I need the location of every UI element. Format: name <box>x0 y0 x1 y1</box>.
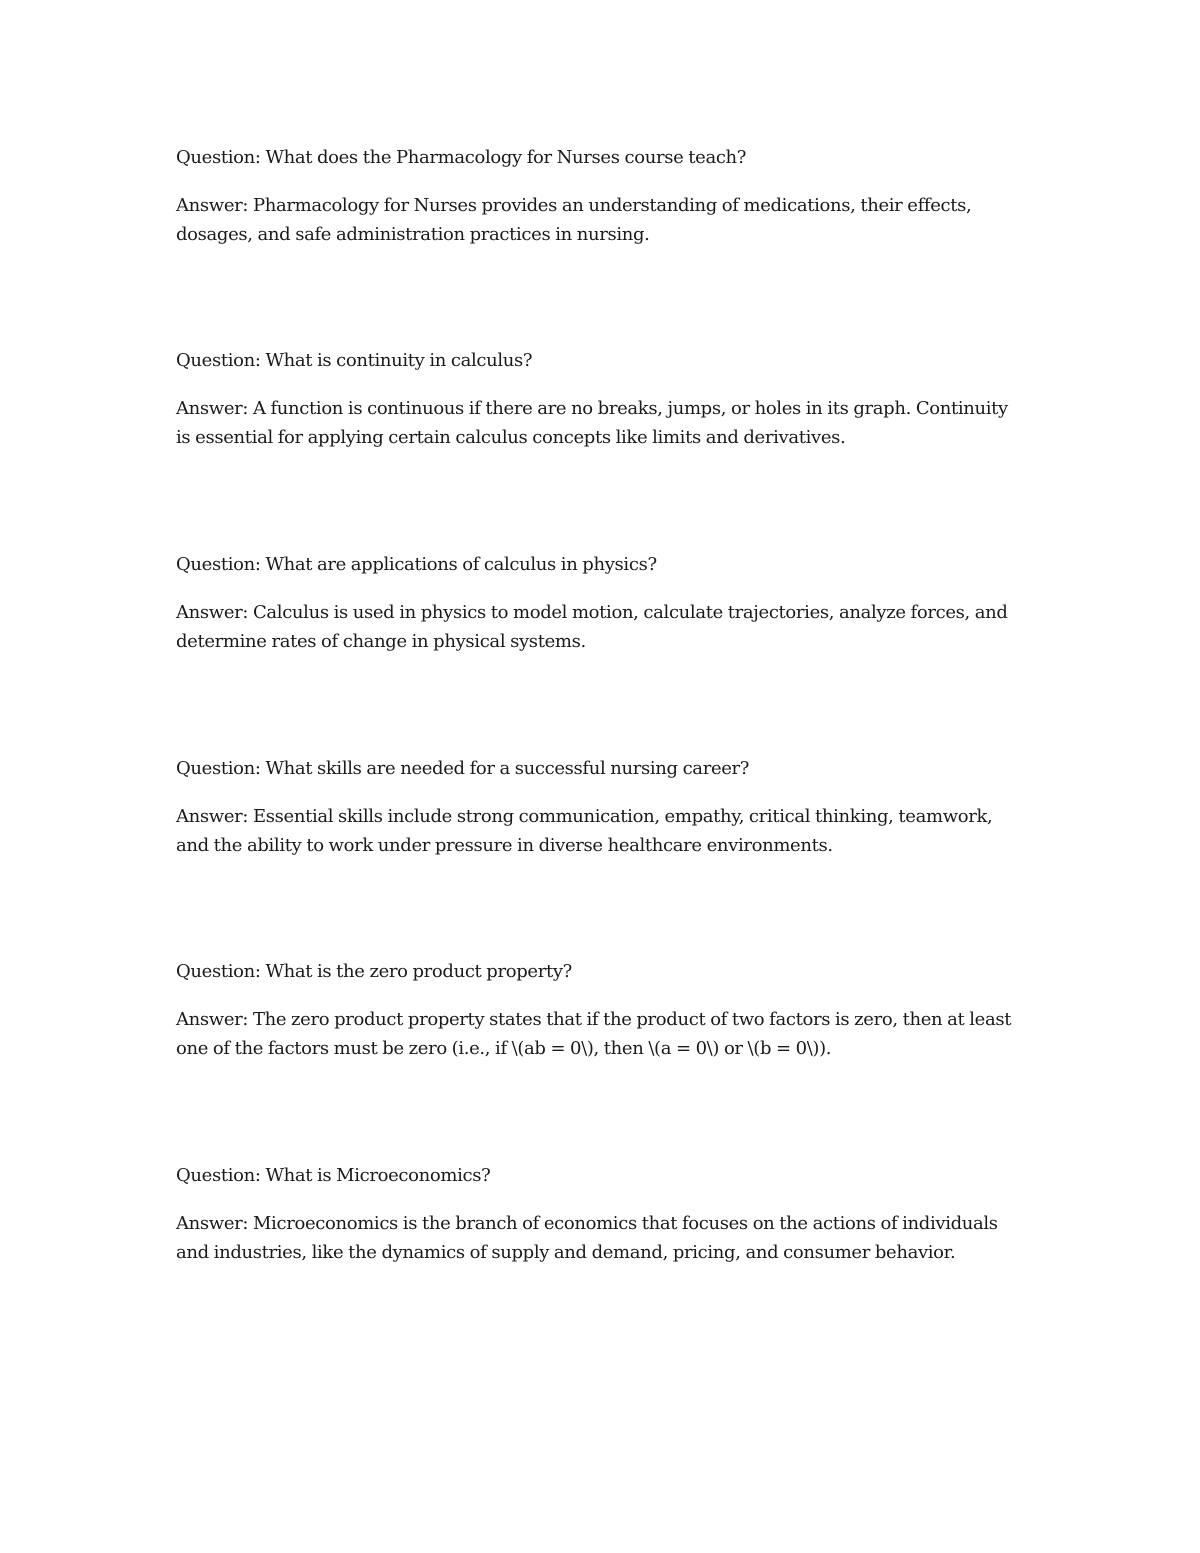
question-text: Question: What skills are needed for a successful nursing career? <box>176 758 750 779</box>
answer-text: Answer: Calculus is used in physics to model motion, calculate trajectories, analyze forces, and determine rates of change in physical systems. <box>176 602 1008 652</box>
question-text: Question: What does the Pharmacology for Nurses course teach? <box>176 147 747 168</box>
question-text: Question: What is the zero product property? <box>176 961 572 982</box>
question-text: Question: What is continuity in calculus? <box>176 350 533 371</box>
question-text: Question: What are applications of calculus in physics? <box>176 554 657 575</box>
answer-text: Answer: Essential skills include strong communication, empathy, critical thinking, teamwork, and the ability to work under pressure in diverse healthcare environments. <box>176 806 993 856</box>
question-text: Question: What is Microeconomics? <box>176 1165 491 1186</box>
qa-block <box>176 550 1026 656</box>
qa-block <box>176 346 1026 452</box>
qa-block <box>176 957 1026 1063</box>
answer-text: Answer: A function is continuous if there are no breaks, jumps, or holes in its graph. Continuity is essential for applying certain calculus concepts like limits and derivatives. <box>176 398 1008 448</box>
qa-block <box>176 143 1026 249</box>
qa-block <box>176 1161 1026 1267</box>
answer-text: Answer: The zero product property states that if the product of two factors is zero, then at least one of the factors must be zero (i.e., if \(ab = 0\), then \(a = 0\) or \(b = 0\)). <box>176 1009 1012 1059</box>
answer-text: Answer: Microeconomics is the branch of economics that focuses on the actions of individuals and industries, like the dynamics of supply and demand, pricing, and consumer behavior. <box>176 1213 998 1263</box>
qa-block <box>176 754 1026 860</box>
answer-text: Answer: Pharmacology for Nurses provides an understanding of medications, their effects, dosages, and safe administration practices in nursing. <box>176 195 972 245</box>
